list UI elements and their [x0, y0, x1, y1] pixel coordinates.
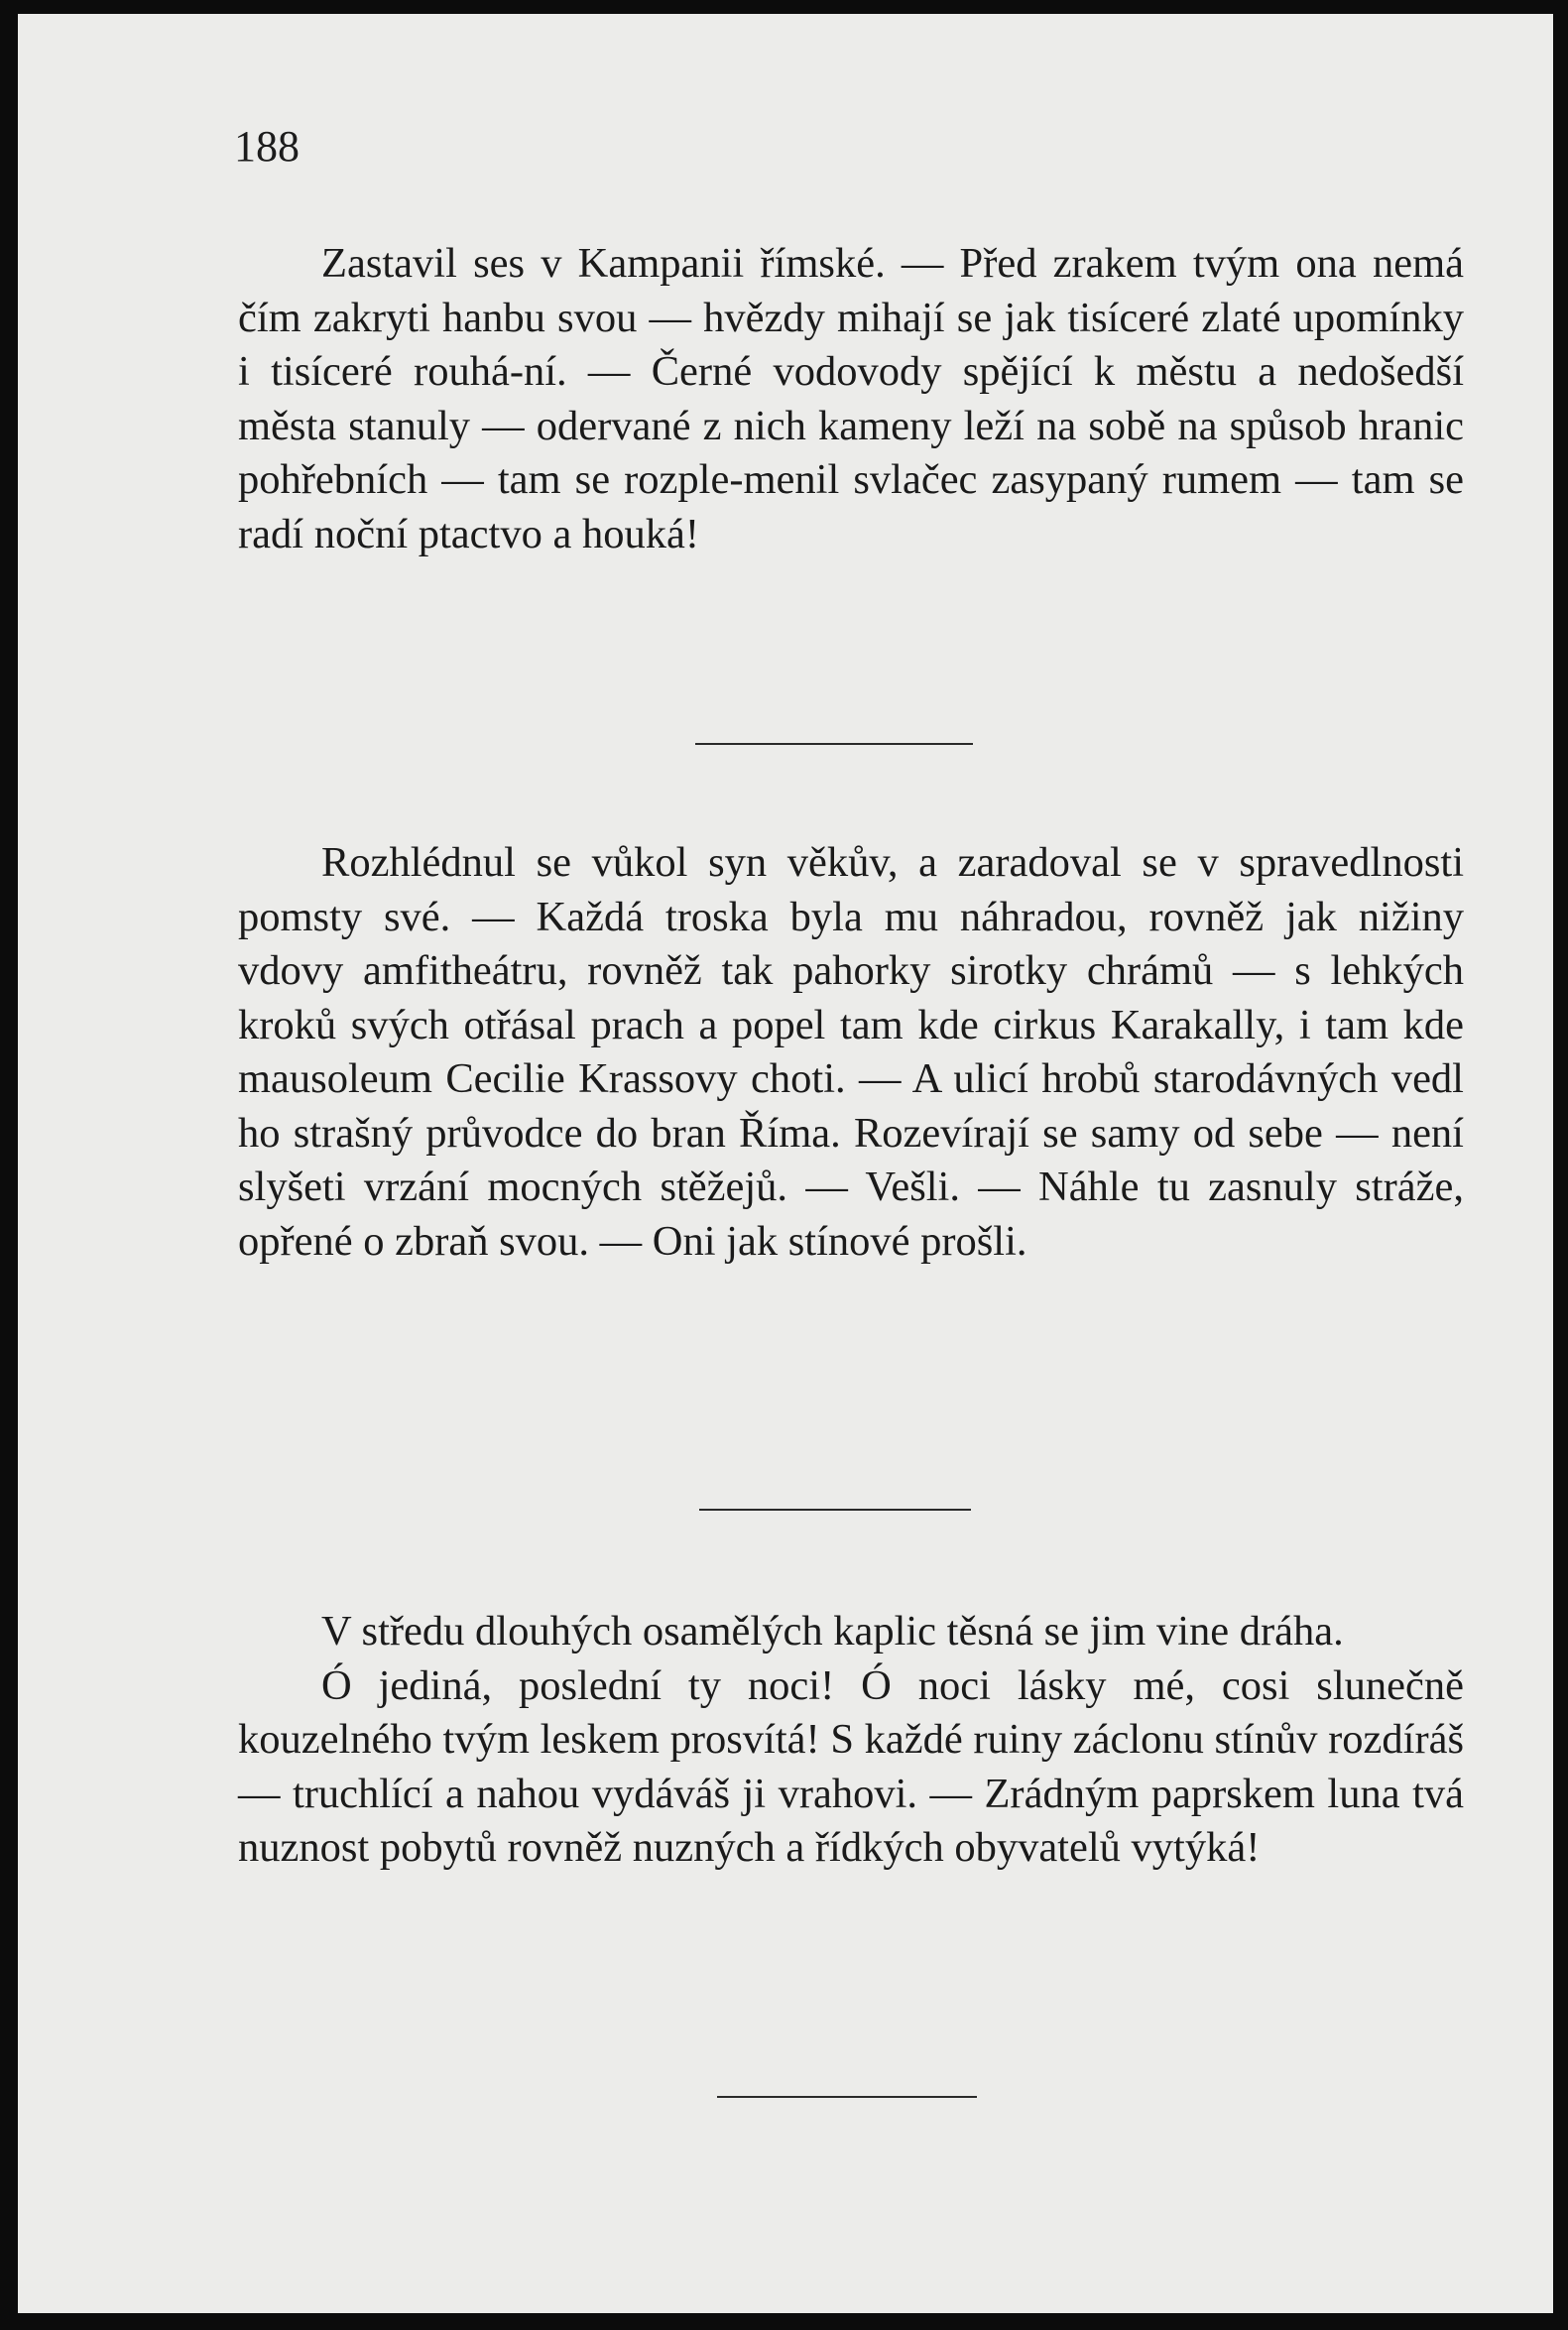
page-number: 188: [234, 122, 300, 171]
book-page: [18, 14, 1553, 2313]
section-v-stredu: [238, 1605, 1464, 1876]
paragraph: Zastavil ses v Kampanii římské. — Před zrakem tvým ona nemá čím zakryti hanbu svou — hvězdy mihají se jak tisíceré zlaté upomínky i tisíceré rouhá-ní. — Černé vodovody spějící k městu a nedošedší města stanuly — odervané z nich kameny leží na sobě na spůsob hranic pohřebních — tam se rozple-menil svlačec zasypaný rumem — tam se radí noční ptactvo a houká!: [238, 240, 1464, 557]
section-divider: [699, 1509, 971, 1511]
section-kampanie: [238, 237, 1464, 561]
section-divider: [717, 2096, 977, 2098]
paragraph: Rozhlédnul se vůkol syn věkův, a zaradoval se v spravedlnosti pomsty své. — Každá troska byla mu náhradou, rovněž jak nižiny vdovy amfitheátru, rovněž tak pahorky sirotky chrámů — s lehkých kroků svých otřásal prach a popel tam kde cirkus Karakally, i tam kde mausoleum Cecilie Krassovy choti. — A ulicí hrobů starodávných vedl ho strašný průvodce do bran Říma. Rozevírají se samy od sebe — není slyšeti vrzání mocných stěžejů. — Vešli. — Náhle tu zasnuly stráže, opřené o zbraň svou. — Oni jak stínové prošli.: [238, 839, 1464, 1265]
section-rozhlednul: [238, 836, 1464, 1269]
paragraph: V středu dlouhých osamělých kaplic těsná se jim vine dráha.: [321, 1608, 1344, 1655]
section-divider: [695, 743, 973, 745]
paragraph: Ó jediná, poslední ty noci! Ó noci lásky mé, cosi slunečně kouzelného tvým leskem prosvítá! S každé ruiny záclonu stínův rozdíráš — truchlící a nahou vydáváš ji vrahovi. — Zrádným paprskem luna tvá nuznost pobytů rovněž nuzných a řídkých obyvatelů vytýká!: [238, 1661, 1464, 1871]
